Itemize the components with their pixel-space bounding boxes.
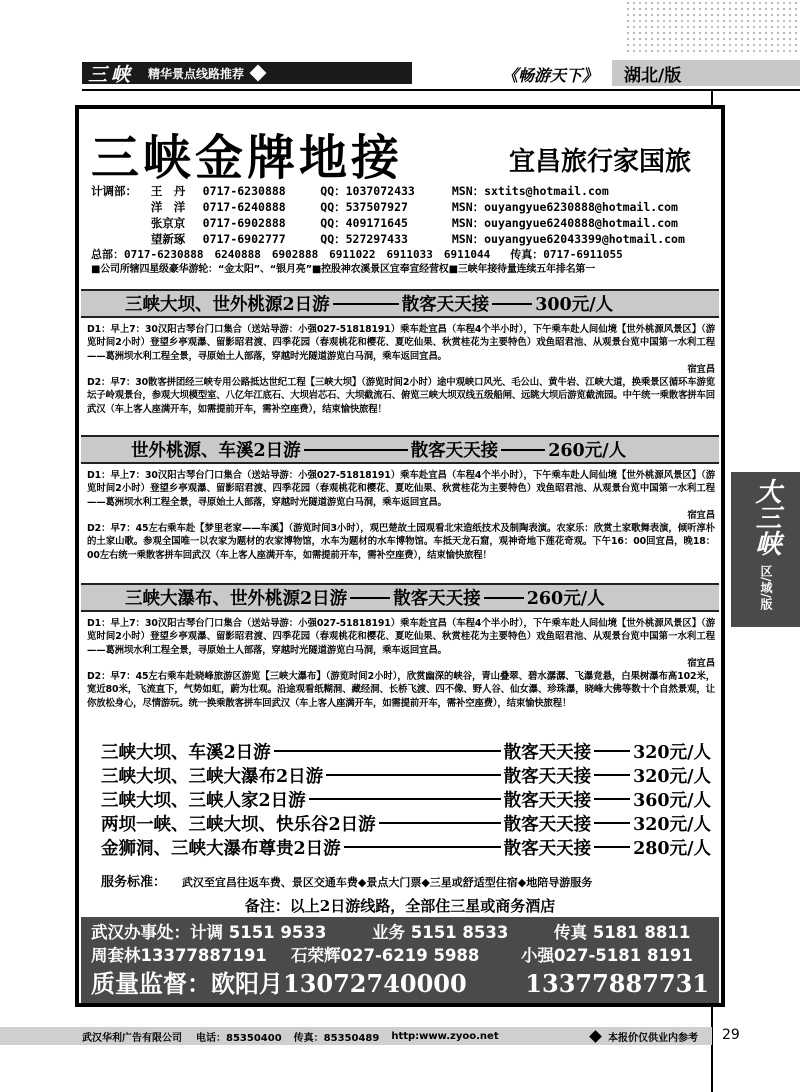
contact-row (91, 199, 721, 215)
itinerary-day2: D2：早7：45左右乘车赴晓峰旅游区游览【三峡大瀑布】（游览时间2小时），欣赏幽深的峡谷，青山叠翠、碧水潺潺、飞瀑竞悬，白果树瀑布高102米，宽近80米，飞流直下，气势如虹，蔚为壮观。沿途观看纸糊洞、藏经洞、长桥飞渡、四不像、野人谷、仙女瀑、珍珠瀑，晓峰大佛等数十个自然景观，让你放松身心，尽情游玩。统一换乘散客拼车回武汉（车上客人座满开车，如需提前开车，需补空座费），结束愉快旅程！ (87, 671, 715, 709)
contact-name: 洋 洋 (150, 200, 186, 214)
office-fax: 传真 5181 8811 (554, 923, 691, 942)
office-contact: 小强027-5181 8191 (521, 946, 693, 965)
extra-route-price: 360元/人 (633, 790, 711, 811)
contact-phone: 0717-6230888 (202, 184, 286, 198)
footer-website: http:www.zyoo.net (391, 1030, 499, 1042)
route-dash (484, 597, 524, 599)
headquarters-phones: 总部：0717-6230888 6240888 6902888 6911022 6911033 6911044 (91, 248, 491, 261)
itinerary-day1: D1：早上7：30汉阳古琴台门口集合（送站导游：小强027-51818191）乘车赴宜昌（车程4个半小时），下午乘车赴人间仙境【世外桃源风景区】（游览时间2小时）登望乡亭观瀑、留影昭君渡、四季花园（春观桃花和樱花、夏吃仙果、秋赏桂花为主要特色）戏鱼昭君池、从观景台览中国第一水利工程——葛洲坝水利工程全景，寻原始土人部落，穿越时光隧道游览白马洞，乘车返回宜昌。 (87, 470, 715, 508)
footer-note-wrap (591, 1029, 698, 1044)
contact-name: 望新琢 (150, 232, 186, 246)
route-dash (594, 750, 630, 752)
extra-route-row (101, 835, 711, 859)
contact-name: 张京京 (150, 216, 186, 230)
service-standard (101, 871, 711, 890)
route-dash (344, 846, 501, 848)
diamond-icon (250, 65, 267, 82)
route-dash (333, 303, 399, 305)
route-banner (81, 435, 719, 464)
extra-route-row (101, 763, 711, 787)
extra-route-label: 散客天天接 (503, 790, 592, 811)
service-text: 武汉至宜昌往返车费、景区交通车费◆景点大门票◆三星或舒适型住宿◆地陪导游服务 (181, 876, 593, 889)
route-dash (326, 774, 500, 776)
side-tab-subtitle-text: 区/域/版 (759, 565, 773, 610)
itinerary-day1-stay: 宿宜昌 (687, 363, 715, 375)
contact-qq: QQ：537507927 (320, 200, 408, 214)
ad-title-row (91, 119, 717, 186)
route-dash (350, 597, 390, 599)
route-itinerary (87, 617, 715, 710)
contact-row (91, 231, 721, 247)
extra-route-name: 三峡大坝、三峡人家2日游 (101, 790, 306, 811)
office-contact: 石荣辉027-6219 5988 (291, 946, 480, 965)
region-label (612, 60, 800, 86)
route-dash (309, 798, 501, 800)
route-name: 三峡大瀑布、世外桃源2日游 (125, 589, 348, 609)
extra-route-price: 320元/人 (633, 814, 711, 835)
itinerary-day1-stay: 宿宜昌 (687, 657, 715, 669)
itinerary-day1-stay: 宿宜昌 (687, 509, 715, 521)
quality-phone: 13377887731 (525, 969, 709, 998)
quality-supervisor: 质量监督：欧阳月13072740000 (91, 969, 467, 998)
page-footer (0, 1027, 712, 1045)
extra-route-name: 金狮洞、三峡大瀑布尊贵2日游 (101, 838, 341, 859)
extra-route-row (101, 811, 711, 835)
side-tab (731, 472, 800, 627)
route-name: 三峡大坝、世外桃源2日游 (125, 295, 330, 315)
contact-phone: 0717-6902888 (202, 216, 286, 230)
service-label: 服务标准： (101, 875, 167, 890)
contact-phone: 0717-6240888 (202, 200, 286, 214)
route-banner (81, 289, 719, 318)
itinerary-day1: D1：早上7：30汉阳古琴台门口集合（送站导游：小强027-51818191）乘车赴宜昌（车程4个半小时），下午乘车赴人间仙境【世外桃源风景区】（游览时间2小时）登望乡亭观瀑、留影昭君渡、四季花园（春观桃花和樱花、夏吃仙果、秋赏桂花为主要特色）戏鱼昭君池、从观景台览中国第一水利工程——葛洲坝水利工程全景，寻原始土人部落，穿越时光隧道游览白马洞，乘车返回宜昌。 (87, 324, 715, 362)
wuhan-office (81, 917, 719, 1003)
office-title: 武汉办事处： (91, 923, 190, 942)
contact-qq: QQ：409171645 (320, 216, 408, 230)
header-banner (82, 62, 412, 84)
contact-row (91, 183, 721, 199)
route-price: 260元/人 (526, 589, 605, 609)
contact-msn: MSN：ouyangyue62043399@hotmail.com (451, 232, 685, 246)
route-itinerary (87, 469, 715, 562)
footer-company: 武汉华利广告有限公司 (82, 1032, 182, 1044)
route-label: 散客天天接 (410, 441, 499, 461)
headquarters-fax: 传真：0717-6911055 (510, 248, 623, 261)
route-dash (501, 449, 545, 451)
header-logo: 三峡 (88, 63, 135, 86)
extra-route-label: 散客天天接 (503, 766, 592, 787)
column-title: 《畅游天下》 (502, 66, 599, 85)
extra-route-name: 三峡大坝、车溪2日游 (101, 742, 271, 763)
dispatch-label: 计调部： (91, 184, 137, 198)
company-notice: ■公司所辖四星级豪华游轮：“金太阳”、“银月亮”■控股神农溪景区宜奉宣经营权■三峡年接待量连续五年排名第一 (91, 264, 596, 275)
extra-route-name: 两坝一峡、三峡大坝、快乐谷2日游 (101, 814, 376, 835)
route-dash (492, 303, 532, 305)
contact-phone: 0717-6902777 (202, 232, 286, 246)
extra-route-name: 三峡大坝、三峡大瀑布2日游 (101, 766, 324, 787)
quality-row (91, 967, 709, 1001)
route-dash (274, 750, 501, 752)
office-row (91, 921, 709, 944)
side-tab-subtitle (731, 565, 800, 614)
office-row (91, 944, 709, 967)
travel-ad (75, 105, 725, 1007)
page-header (82, 60, 800, 88)
side-tab-title (731, 478, 800, 561)
route-name: 世外桃源、车溪2日游 (131, 441, 301, 461)
side-tab-title-text: 大三峡 (751, 478, 781, 556)
office-business: 业务 5151 8533 (372, 923, 509, 942)
itinerary-day2: D2：早7：45左右乘车赴【梦里老家——车溪】（游览时间3小时），观巴楚故土园观看北宋造纸技术及制陶表演。农家乐：欣赏土家歌舞表演，倾听淳朴的土家山歌。参观全国唯一以农家为题材的农家博物馆，水车为题材的水车博物馆。车抵天龙石窟，观神奇地下莲花奇观。下午16：00回宜昌，晚18：00左右统一乘散客拼车回武汉（车上客人座满开车，如需提前开车，需补空座费），结束愉快旅程！ (87, 523, 715, 561)
diamond-icon (589, 1030, 602, 1043)
extra-route-label: 散客天天接 (503, 814, 592, 835)
extra-route-row (101, 739, 711, 763)
route-price: 260元/人 (548, 441, 627, 461)
ad-agency: 宜昌旅行家国旅 (509, 147, 692, 177)
itinerary-day2: D2：早7：30散客拼团经三峡专用公路抵达世纪工程【三峡大坝】（游览时间2小时）途中观峡口风光、毛公山、黄牛岩、江峡大道，换乘景区循环车游览坛子岭观景台，参观大坝模型室、八亿年江底石、大坝岩芯石、大坝截流石、俯览三峡大坝双线五级船闸、远眺大坝后游览截流园。中午统一乘散客拼车回武汉（车上客人座满开车，如需提前开车，需补空座费），结束愉快旅程！ (87, 377, 715, 415)
remark: 备注：以上2日游线路，全部住三星或商务酒店 (244, 897, 556, 915)
itinerary-day1: D1：早上7：30汉阳古琴台门口集合（送站导游：小强027-51818191）乘车赴宜昌（车程4个半小时），下午乘车赴人间仙境【世外桃源风景区】（游览时间2小时）登望乡亭观瀑、留影昭君渡、四季花园（春观桃花和樱花、夏吃仙果、秋赏桂花为主要特色）戏鱼昭君池、从观景台览中国第一水利工程——葛洲坝水利工程全景，寻原始土人部落，穿越时光隧道游览白马洞，乘车返回宜昌。 (87, 618, 715, 656)
contact-block (91, 183, 721, 277)
page-number: 29 (722, 1027, 740, 1043)
route-dash (594, 846, 630, 848)
extra-route-row (101, 787, 711, 811)
route-dash (594, 774, 630, 776)
extra-route-price: 320元/人 (633, 766, 711, 787)
route-dash (594, 798, 630, 800)
route-dash (304, 449, 408, 451)
extra-route-price: 320元/人 (633, 742, 711, 763)
office-dispatch: 计调 5151 9533 (190, 923, 327, 942)
region-text: 湖北/版 (624, 65, 682, 86)
contact-name: 王 丹 (150, 184, 186, 198)
route-banner (81, 583, 719, 612)
contact-msn: MSN：ouyangyue6240888@hotmail.com (451, 216, 678, 230)
halftone-decoration (625, 0, 800, 56)
route-label: 散客天天接 (401, 295, 490, 315)
route-itinerary (87, 323, 715, 416)
office-contact: 周套林13377887191 (91, 946, 267, 965)
contact-qq: QQ：527297433 (320, 232, 408, 246)
contact-msn: MSN：sxtits@hotmail.com (451, 184, 609, 198)
extra-route-label: 散客天天接 (503, 742, 592, 763)
route-dash (594, 822, 630, 824)
contact-qq: QQ：1037072433 (320, 184, 415, 198)
contact-msn: MSN：ouyangyue6230888@hotmail.com (451, 200, 678, 214)
header-subtitle: 精华景点线路推荐 (148, 66, 245, 81)
route-label: 散客天天接 (393, 589, 481, 609)
header-rule (82, 89, 800, 91)
route-dash (379, 822, 501, 824)
contact-row (91, 215, 721, 231)
footer-tel: 电话：85350400 (196, 1032, 282, 1044)
headquarters-row (91, 247, 721, 263)
extra-routes (101, 739, 711, 859)
route-price: 300元/人 (535, 295, 614, 315)
extra-route-label: 散客天天接 (503, 838, 592, 859)
extra-route-price: 280元/人 (633, 838, 711, 859)
ad-brand: 三峡金牌地接 (91, 130, 404, 186)
footer-note: 本报价仅供业内参考 (608, 1032, 698, 1044)
footer-fax: 传真：85350489 (293, 1032, 380, 1044)
